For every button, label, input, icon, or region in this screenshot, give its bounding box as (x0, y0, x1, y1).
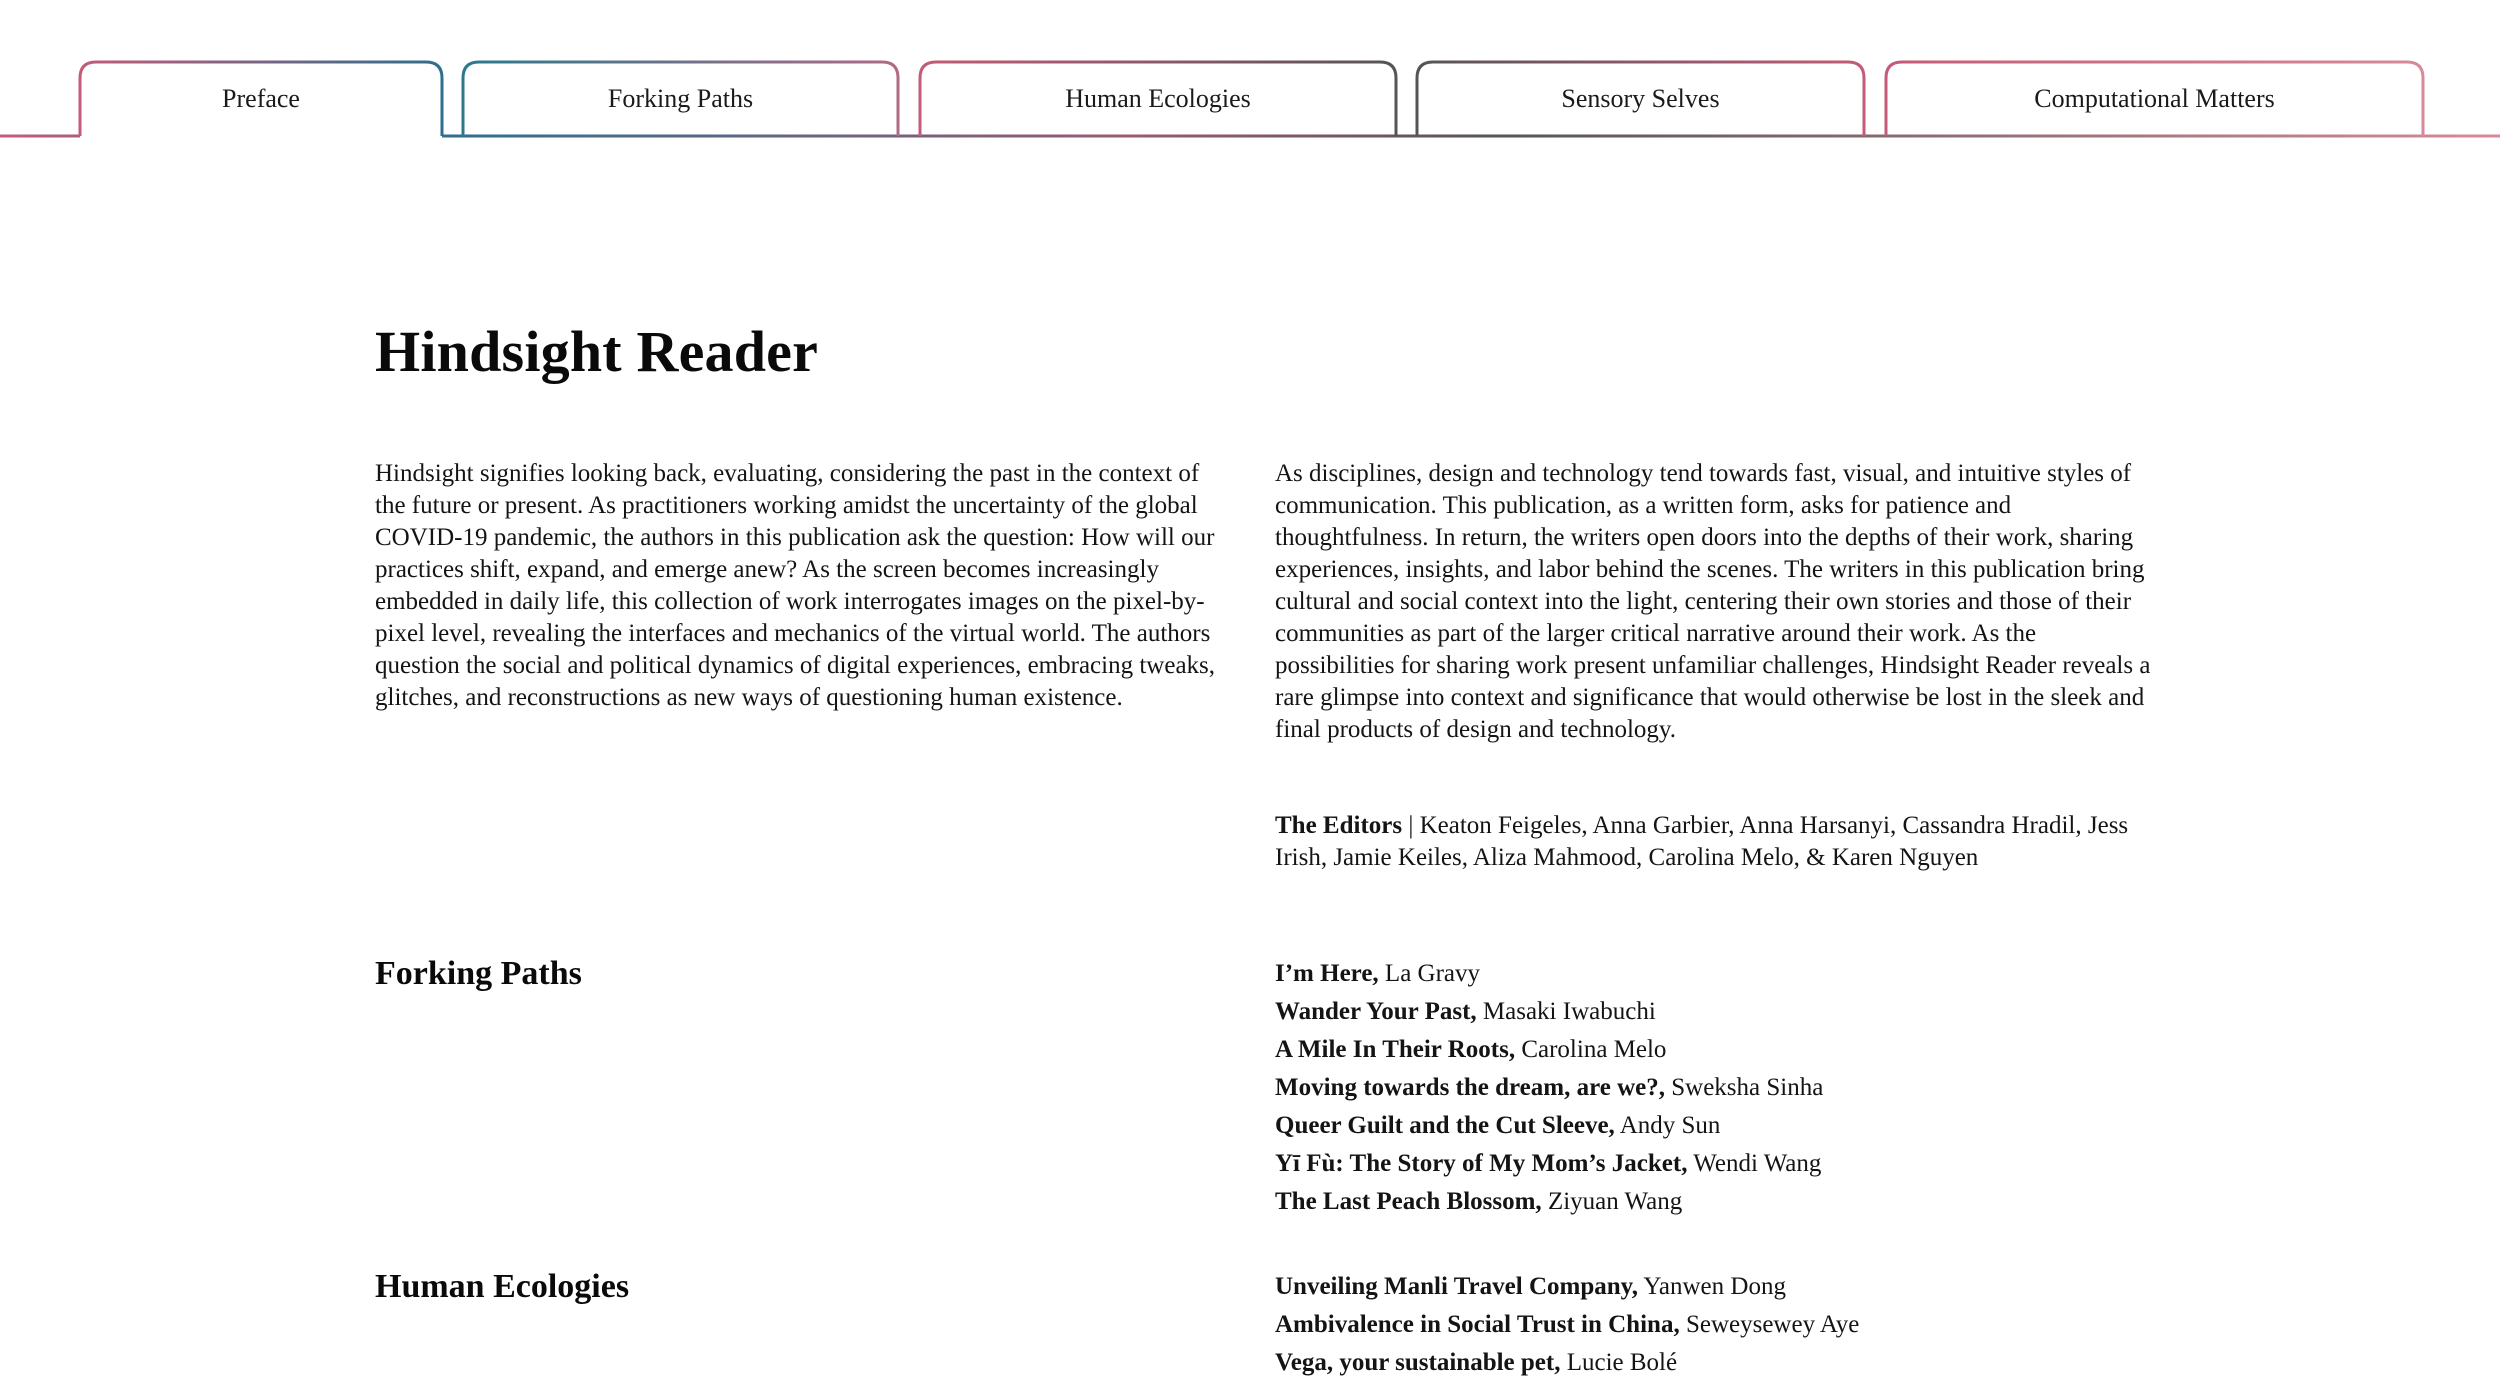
work-item[interactable] (1275, 1183, 1823, 1221)
work-title: The Last Peach Blossom, (1275, 1188, 1542, 1215)
work-author: La Gravy (1384, 960, 1481, 987)
work-author: Ziyuan Wang (1547, 1188, 1683, 1215)
work-title: Yī Fù: The Story of My Mom’s Jacket, (1275, 1150, 1688, 1177)
editors-label: The Editors (1275, 812, 1403, 839)
tab-label: Human Ecologies (1065, 84, 1251, 113)
tab-computational-matters[interactable] (1886, 62, 2423, 136)
work-item[interactable] (1275, 955, 1823, 993)
section-heading-forking-paths: Forking Paths (375, 955, 582, 992)
work-author: Wendi Wang (1693, 1150, 1822, 1177)
work-item[interactable] (1275, 1107, 1823, 1145)
tab-sensory-selves[interactable] (1417, 62, 1864, 136)
work-item[interactable] (1275, 1145, 1823, 1183)
work-item[interactable] (1275, 1268, 1859, 1306)
page-title: Hindsight Reader (375, 319, 819, 384)
work-author: Sweksha Sinha (1671, 1074, 1824, 1101)
tab-label: Preface (222, 84, 300, 113)
intro-paragraph-right: As disciplines, design and technology tend towards fast, visual, and intuitive styles of communication. This publication, as a written form, asks for patience and thoughtfulness. In return, the writers open doors into the depths of their work, sharing experiences, insights, and labor behind the scenes. The writers in this publication bring cultural and social context into the light, centering their own stories and those of their communities as part of the larger critical narrative around their work. As the possibilities for sharing work present unfamiliar challenges, Hindsight Reader reveals a rare glimpse into context and significance that would otherwise be lost in the sleek and final products of design and technology. (1275, 460, 2151, 743)
work-item[interactable] (1275, 1344, 1859, 1382)
work-title: Vega, your sustainable pet, (1275, 1349, 1561, 1376)
work-item[interactable] (1275, 993, 1823, 1031)
work-title: A Mile In Their Roots, (1275, 1036, 1516, 1063)
work-author: Andy Sun (1619, 1112, 1721, 1139)
forking-paths-work-list (1275, 955, 1823, 1221)
work-title: Wander Your Past, (1275, 998, 1477, 1025)
tab-human-ecologies[interactable] (920, 62, 1396, 136)
work-item[interactable] (1275, 1031, 1823, 1069)
editors-credit (1275, 810, 2155, 874)
intro-paragraph-left: Hindsight signifies looking back, evaluating, considering the past in the context of the future or present. As practitioners working amidst the uncertainty of the global COVID-19 pandemic, the authors in this publication ask the question: How will our practices shift, expand, and emerge anew? As the screen becomes increasingly embedded in daily life, this collection of work interrogates images on the pixel-by-pixel level, revealing the interfaces and mechanics of the virtual world. The authors question the social and political dynamics of digital experiences, embracing tweaks, glitches, and reconstructions as new ways of questioning human existence. (375, 460, 1216, 711)
section-tab-bar (0, 0, 2500, 140)
work-title: I’m Here, (1275, 960, 1379, 987)
tab-label: Sensory Selves (1561, 84, 1720, 113)
tab-label: Computational Matters (2034, 84, 2275, 113)
work-item[interactable] (1275, 1069, 1823, 1107)
work-author: Lucie Bolé (1566, 1349, 1678, 1376)
editors-names: | Keaton Feigeles, Anna Garbier, Anna Harsanyi, Cassandra Hradil, Jess Irish, Jamie Keiles, Aliza Mahmood, Carolina Melo, & Karen Nguyen (1275, 812, 2129, 871)
human-ecologies-work-list (1275, 1268, 1859, 1382)
work-title: Unveiling Manli Travel Company, (1275, 1273, 1639, 1300)
tab-label: Forking Paths (607, 84, 754, 113)
section-heading-human-ecologies: Human Ecologies (375, 1268, 630, 1305)
work-author: Seweysewey Aye (1685, 1311, 1860, 1338)
work-author: Carolina Melo (1521, 1036, 1667, 1063)
work-title: Ambivalence in Social Trust in China, (1275, 1311, 1680, 1338)
work-author: Yanwen Dong (1643, 1273, 1786, 1300)
work-title: Moving towards the dream, are we?, (1275, 1074, 1665, 1101)
tab-preface[interactable] (80, 62, 442, 136)
work-author: Masaki Iwabuchi (1482, 998, 1656, 1025)
tab-forking-paths[interactable] (463, 62, 898, 136)
work-title: Queer Guilt and the Cut Sleeve, (1275, 1112, 1615, 1139)
work-item[interactable] (1275, 1306, 1859, 1344)
